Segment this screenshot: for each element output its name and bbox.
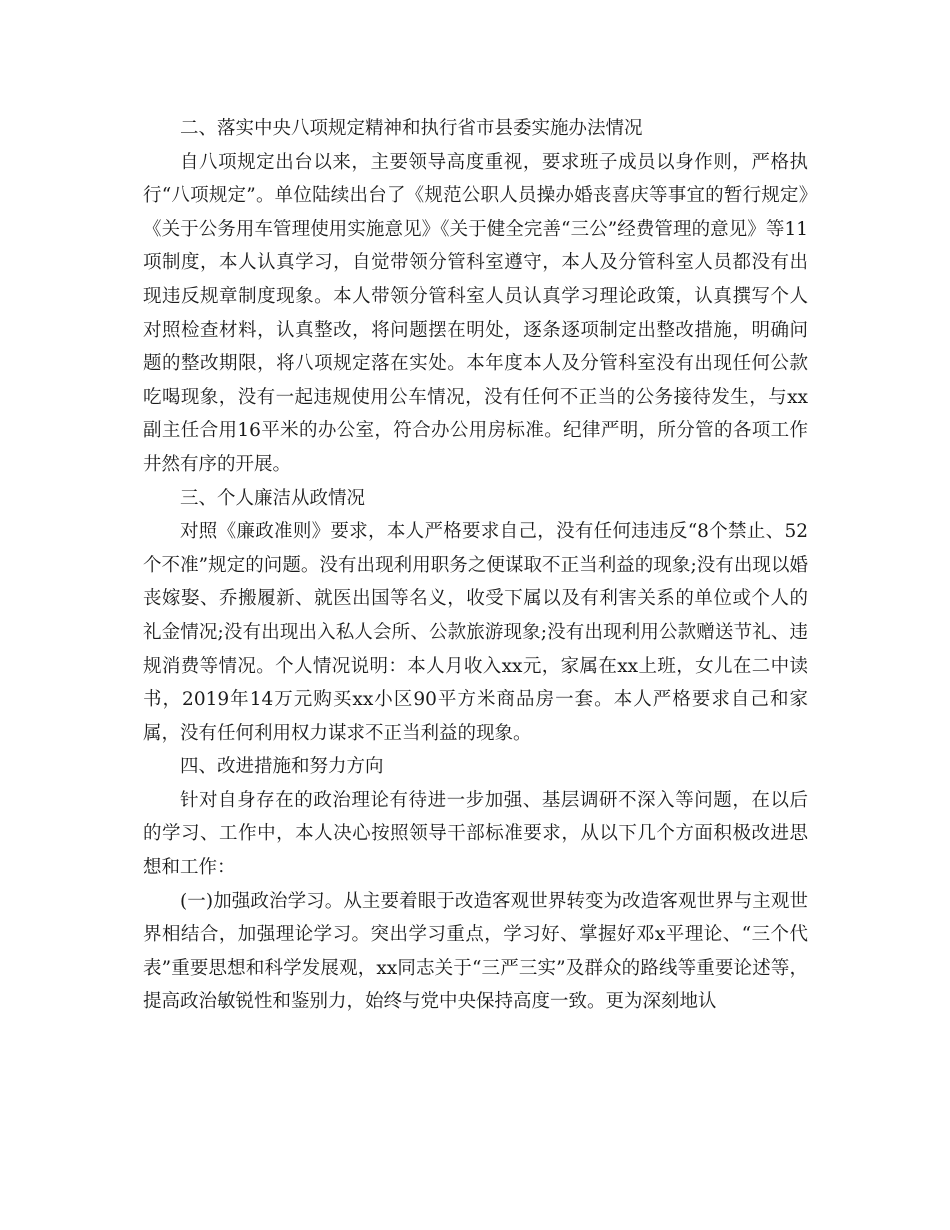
paragraph-eight-rules: 自八项规定出台以来，主要领导高度重视，要求班子成员以身作则，严格执行“八项规定”。单位陆续出台了《规范公职人员操办婚丧喜庆等事宜的暂行规定》《关于公务用车管理使用实施意见》《关于健全完善“三公”经费管理的意见》等11项制度，本人认真学习，自觉带领分管科室遵守，本人及分管科室人员都没有出现违反规章制度现象。本人带领分管科室人员认真学习理论政策，认真撰写个人对照检查材料，认真整改，将问题摆在明处，逐条逐项制定出整改措施，明确问题的整改期限，将八项规定落在实处。本年度本人及分管科室没有出现任何公款吃喝现象，没有一起违规使用公车情况，没有任何不正当的公务接待发生，与xx副主任合用16平米的办公室，符合办公用房标准。纪律严明，所分管的各项工作井然有序的开展。 (143, 151, 808, 475)
document-body (143, 112, 808, 1019)
paragraph-political-study: (一)加强政治学习。从主要着眼于改造客观世界转变为改造客观世界与主观世界相结合，加强理论学习。突出学习重点，学习好、掌握好邓x平理论、“三个代表”重要思想和科学发展观，xx同志关于“三严三实”及群众的路线等重要论述等，提高政治敏锐性和鉴别力，始终与党中央保持高度一致。更为深刻地认 (143, 890, 808, 1013)
section-heading-two: 二、落实中央八项规定精神和执行省市县委实施办法情况 (180, 118, 643, 139)
section-heading-three: 三、个人廉洁从政情况 (180, 487, 366, 509)
paragraph-integrity: 对照《廉政准则》要求，本人严格要求自己，没有任何违违反“8个禁止、52个不准”规定的问题。没有出现利用职务之便谋取不正当利益的现象;没有出现以婚丧嫁娶、乔搬履新、就医出国等名义，收受下属以及有利害关系的单位或个人的礼金情况;没有出现出入私人会所、公款旅游现象;没有出现利用公款赠送节礼、违规消费等情况。个人情况说明：本人月收入xx元，家属在xx上班，女儿在二中读书，2019年14万元购买xx小区90平方米商品房一套。本人严格要求自己和家属，没有任何利用权力谋求不正当利益的现象。 (143, 521, 808, 744)
section-heading-four: 四、改进措施和努力方向 (180, 756, 384, 778)
paragraph-improvement-intro: 针对自身存在的政治理论有待进一步加强、基层调研不深入等问题，在以后的学习、工作中，本人决心按照领导干部标准要求，从以下几个方面积极改进思想和工作： (143, 789, 808, 879)
